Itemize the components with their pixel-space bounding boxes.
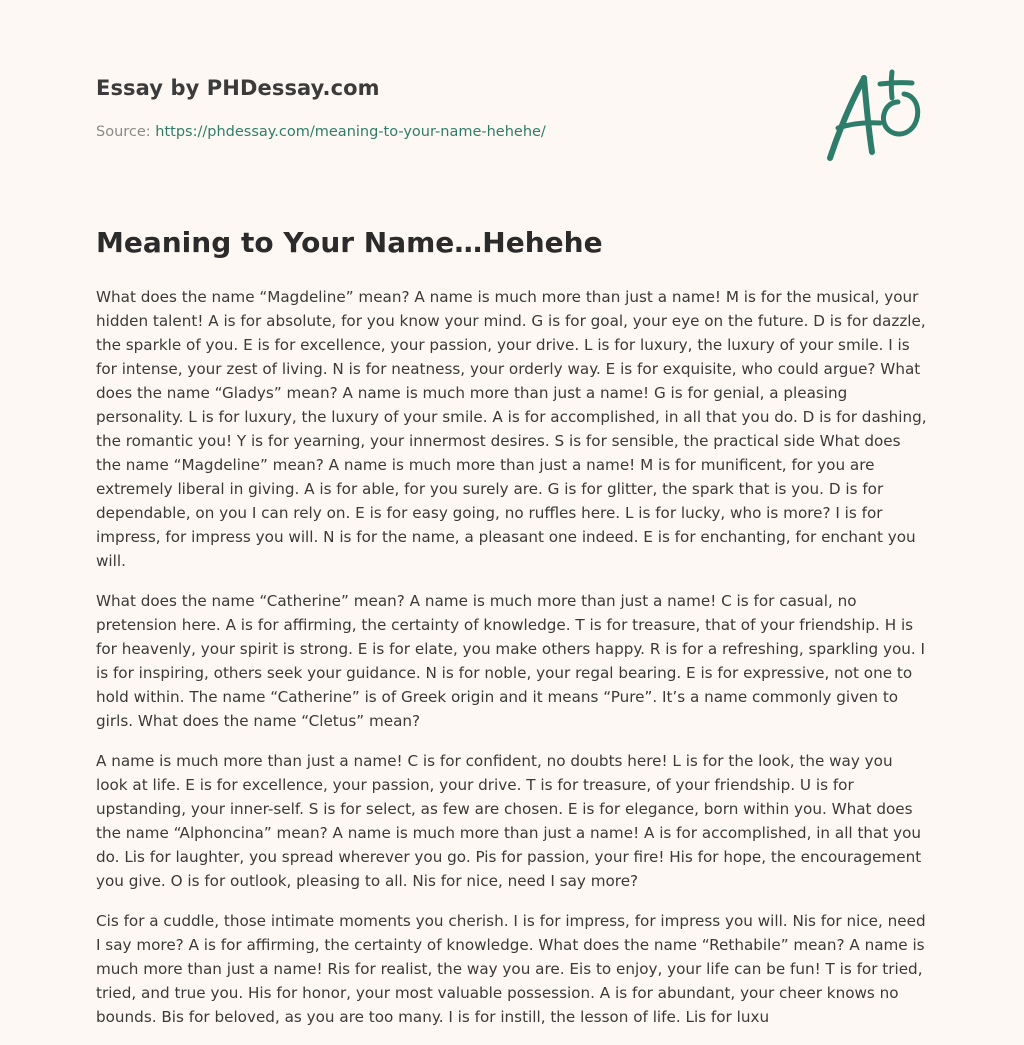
essay-paragraph: A name is much more than just a name! C is for confident, no doubts here! L is for the look, the way you look at life. E is for excellence, your passion, your drive. T is for treasure, of your friendship. U is for upstanding, your inner-self. S is for select, as few are chosen. E is for elegance, born within you. What does the name “Alphoncina” mean? A name is much more than just a name! A is for accomplished, in all that you do. Lis for laughter, you spread wherever you go. Pis for passion, your fire! His for hope, the encouragement you give. O is for outlook, pleasing to all. Nis for nice, need I say more? — [96, 752, 922, 890]
essay-body — [96, 285, 928, 1045]
essay-title: Meaning to Your Name…Hehehe — [96, 226, 603, 259]
site-title: Essay by PHDessay.com — [96, 76, 380, 100]
essay-paragraph: What does the name “Magdeline” mean? A name is much more than just a name! M is for the musical, your hidden talent! A is for absolute, for you know your mind. G is for goal, your eye on the future. D is for dazzle, the sparkle of you. E is for excellence, your passion, your drive. L is for luxury, the luxury of your smile. I is for intense, your zest of living. N is for neatness, your orderly way. E is for exquisite, who could argue? What does the name “Gladys” mean? A name is much more than just a name! G is for genial, a pleasing personality. L is for luxury, the luxury of your smile. A is for accomplished, in all that you do. D is for dashing, the romantic you! Y is for yearning, your innermost desires. S is for sensible, the practical side What does the name “Magdeline” mean? A name is much more than just a name! M is for munificent, for you are extremely liberal in giving. A is for able, for you surely are. G is for glitter, the spark that is you. D is for dependable, on you I can rely on. E is for easy going, no ruffles here. L is for lucky, who is more? I is for impress, for impress you will. N is for the name, a pleasant one indeed. E is for enchanting, for enchant you will. — [96, 288, 927, 570]
source-link[interactable]: https://phdessay.com/meaning-to-your-name-hehehe/ — [155, 124, 546, 140]
a-plus-grade-logo-icon — [824, 68, 928, 164]
essay-paragraph: Cis for a cuddle, those intimate moments you cherish. I is for impress, for impress you will. Nis for nice, need I say more? A is for affirming, the certainty of knowledge. What does the name “Rethabile” mean? A name is much more than just a name! Ris for realist, the way you are. Eis to enjoy, your life can be fun! T is for tried, tried, and true you. His for honor, your most valuable possession. A is for abundant, your cheer knows no bounds. Bis for beloved, as you are too many. I is for instill, the lesson of life. Lis for luxu — [96, 912, 926, 1026]
source-label: Source: — [96, 124, 156, 140]
source-line — [96, 124, 546, 140]
essay-paragraph: What does the name “Catherine” mean? A name is much more than just a name! C is for casual, no pretension here. A is for affirming, the certainty of knowledge. T is for treasure, that of your friendship. H is for heavenly, your spirit is strong. E is for elate, you make others happy. R is for a refreshing, sparkling you. I is for inspiring, others seek your guidance. N is for noble, your regal bearing. E is for expressive, not one to hold within. The name “Catherine” is of Greek origin and it means “Pure”. It’s a name commonly given to girls. What does the name “Cletus” mean? — [96, 592, 926, 730]
